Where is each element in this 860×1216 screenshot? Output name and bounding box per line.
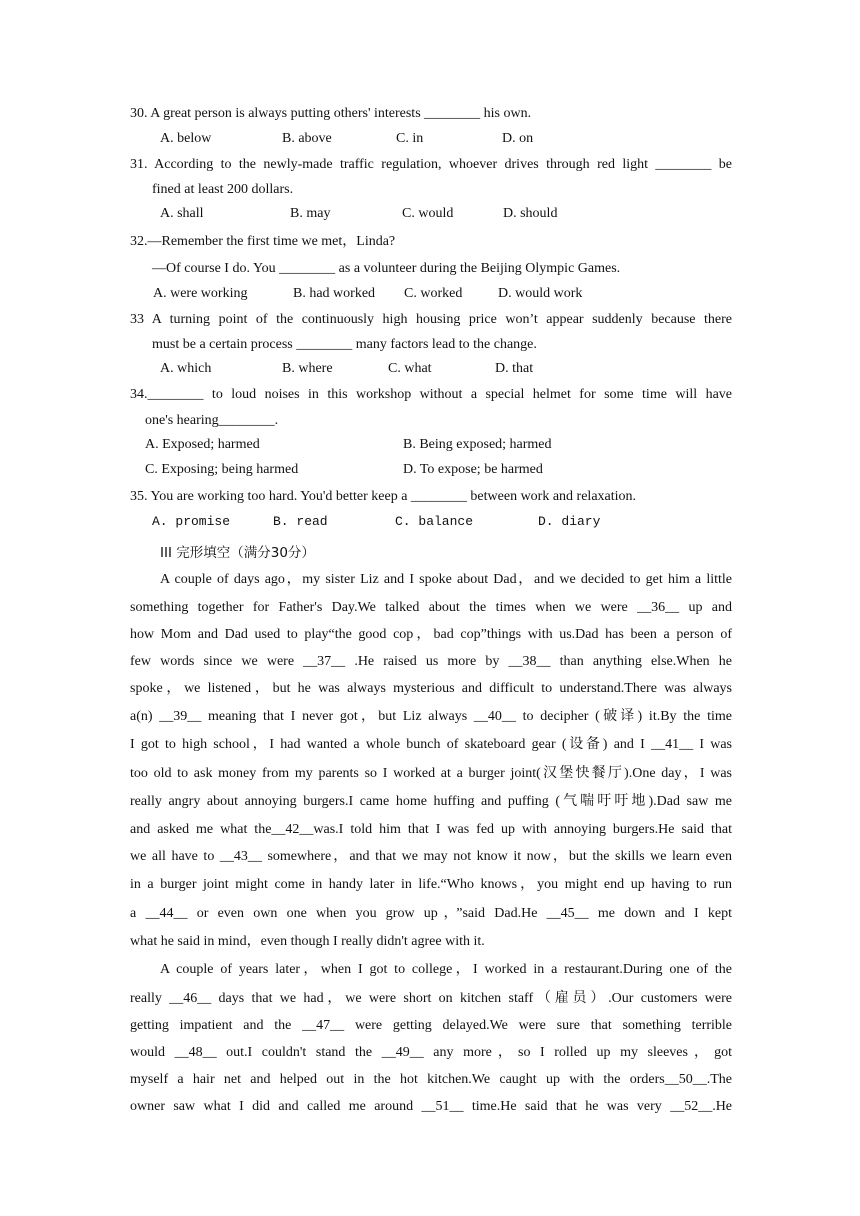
passage-line-10: and asked me what the__42__was.I told him that I was fed up with annoying burgers.He said that: [130, 822, 732, 837]
question-35-option-b: B. read: [273, 514, 328, 529]
question-33-stem-line2: must be a certain process ________ many factors lead to the change.: [152, 337, 537, 352]
question-35-option-c: C. balance: [395, 514, 474, 529]
question-35-option-a: A. promise: [152, 514, 231, 529]
question-32-option-a: A. were working: [153, 286, 248, 301]
question-34-option-a: A. Exposed; harmed: [145, 437, 260, 452]
blank-52: __52__: [670, 1099, 713, 1114]
question-31-option-d: D. should: [503, 206, 558, 221]
question-33-option-a: A. which: [160, 361, 212, 376]
passage-line-14: what he said in mind，even though I really didn't agree with it.: [130, 934, 485, 949]
passage-line-9: really angry about annoying burgers.I came home huffing and puffing (气喘吁吁地).Dad saw me: [130, 794, 732, 809]
passage-line-11: we all have to __43__ somewhere，and that we may not know it now，but the skills we learn even: [130, 849, 732, 864]
passage-line-6: a(n) __39__ meaning that I never got，but Liz always __40__ to decipher (破译) it.By the time: [130, 709, 733, 724]
question-34-option-d: D. To expose; be harmed: [403, 462, 543, 477]
blank-44: __44__: [145, 906, 188, 921]
blank-47: __47__: [302, 1018, 345, 1033]
question-32-option-d: D. would work: [498, 286, 583, 301]
question-31-option-b: B. may: [290, 206, 331, 221]
blank-48: __48__: [174, 1045, 217, 1060]
section-heading: III 完形填空（满分30分）: [160, 545, 315, 561]
question-32-stem-line2: —Of course I do. You ________ as a volunteer during the Beijing Olympic Games.: [152, 261, 621, 276]
question-33-stem-line1: 33 A turning point of the continuously high housing price won’t appear suddenly because there: [130, 312, 732, 327]
question-30-option-b: B. above: [282, 131, 332, 146]
question-32-stem-line1: 32.—Remember the first time we met，Linda?: [130, 234, 396, 249]
passage-line-2: something together for Father's Day.We talked about the times when we were __36__ up and: [130, 600, 733, 615]
question-31-stem-line2: fined at least 200 dollars.: [152, 182, 294, 197]
passage-line-1: A couple of days ago，my sister Liz and I spoke about Dad，and we decided to get him a little: [160, 572, 732, 587]
passage-line-3: how Mom and Dad used to play“the good cop，bad cop”things with us.Dad has been a person of: [130, 627, 732, 642]
passage-line-16: really __46__ days that we had，we were short on kitchen staff（雇员）.Our customers were: [130, 991, 733, 1006]
question-30-option-d: D. on: [502, 131, 534, 146]
blank-42: __42__: [271, 822, 314, 837]
question-30-option-c: C. in: [396, 131, 424, 146]
blank-51: __51__: [421, 1099, 464, 1114]
question-31-stem-line1: 31. According to the newly-made traffic regulation, whoever drives through red light ________ be: [130, 157, 732, 172]
passage-line-8: too old to ask money from my parents so I worked at a burger joint(汉堡快餐厅).One day，I was: [130, 766, 732, 781]
passage-line-17: getting impatient and the __47__ were getting delayed.We were sure that something terrible: [130, 1018, 733, 1033]
passage-line-5: spoke，we listened，but he was always mysterious and difficult to understand.There was always: [130, 681, 732, 696]
blank-38: __38__: [508, 654, 551, 669]
question-34-stem-line1: 34.________ to loud noises in this workshop without a special helmet for some time will have: [130, 387, 732, 402]
question-32-option-b: B. had worked: [293, 286, 376, 301]
blank-46: __46__: [169, 991, 212, 1006]
question-32-option-c: C. worked: [404, 286, 463, 301]
question-34-option-c: C. Exposing; being harmed: [145, 462, 299, 477]
question-33-option-b: B. where: [282, 361, 333, 376]
blank-45: __45__: [546, 906, 589, 921]
passage-line-18: would __48__ out.I couldn't stand the __49__ any more，so I rolled up my sleeves，got: [130, 1045, 733, 1060]
blank-43: __43__: [219, 849, 262, 864]
blank-36: __36__: [637, 600, 680, 615]
blank-40: __40__: [473, 709, 516, 724]
question-30-option-a: A. below: [160, 131, 212, 146]
question-34-stem-line2: one's hearing________.: [145, 413, 279, 428]
passage-line-15: A couple of years later，when I got to college，I worked in a restaurant.During one of the: [160, 962, 732, 977]
blank-39: __39__: [159, 709, 202, 724]
question-31-option-c: C. would: [402, 206, 454, 221]
passage-line-13: a __44__ or even own one when you grow up，”said Dad.He __45__ me down and I kept: [130, 906, 733, 921]
question-33-option-d: D. that: [495, 361, 534, 376]
question-34-option-b: B. Being exposed; harmed: [403, 437, 552, 452]
blank-41: __41__: [651, 737, 694, 752]
question-35-option-d: D. diary: [538, 514, 601, 529]
question-35-stem: 35. You are working too hard. You'd better keep a ________ between work and relaxation.: [130, 489, 637, 504]
question-33-option-c: C. what: [388, 361, 432, 376]
passage-line-7: I got to high school，I had wanted a whole bunch of skateboard gear (设备) and I __41__ I was: [130, 737, 733, 752]
blank-50: __50__: [664, 1072, 707, 1087]
passage-line-4: few words since we were __37__ .He raised us more by __38__ than anything else.When he: [130, 654, 733, 669]
question-30-stem: 30. A great person is always putting others' interests ________ his own.: [130, 106, 532, 121]
question-31-option-a: A. shall: [160, 206, 204, 221]
blank-49: __49__: [381, 1045, 424, 1060]
blank-37: __37__: [303, 654, 346, 669]
passage-line-19: myself a hair net and helped out in the hot kitchen.We caught up with the orders__50__.The: [130, 1072, 732, 1087]
passage-line-20: owner saw what I did and called me around __51__ time.He said that he was very __52__.He: [130, 1099, 733, 1114]
passage-line-12: in a burger joint might come in handy later in life.“Who knows，you might end up having to run: [130, 877, 732, 892]
